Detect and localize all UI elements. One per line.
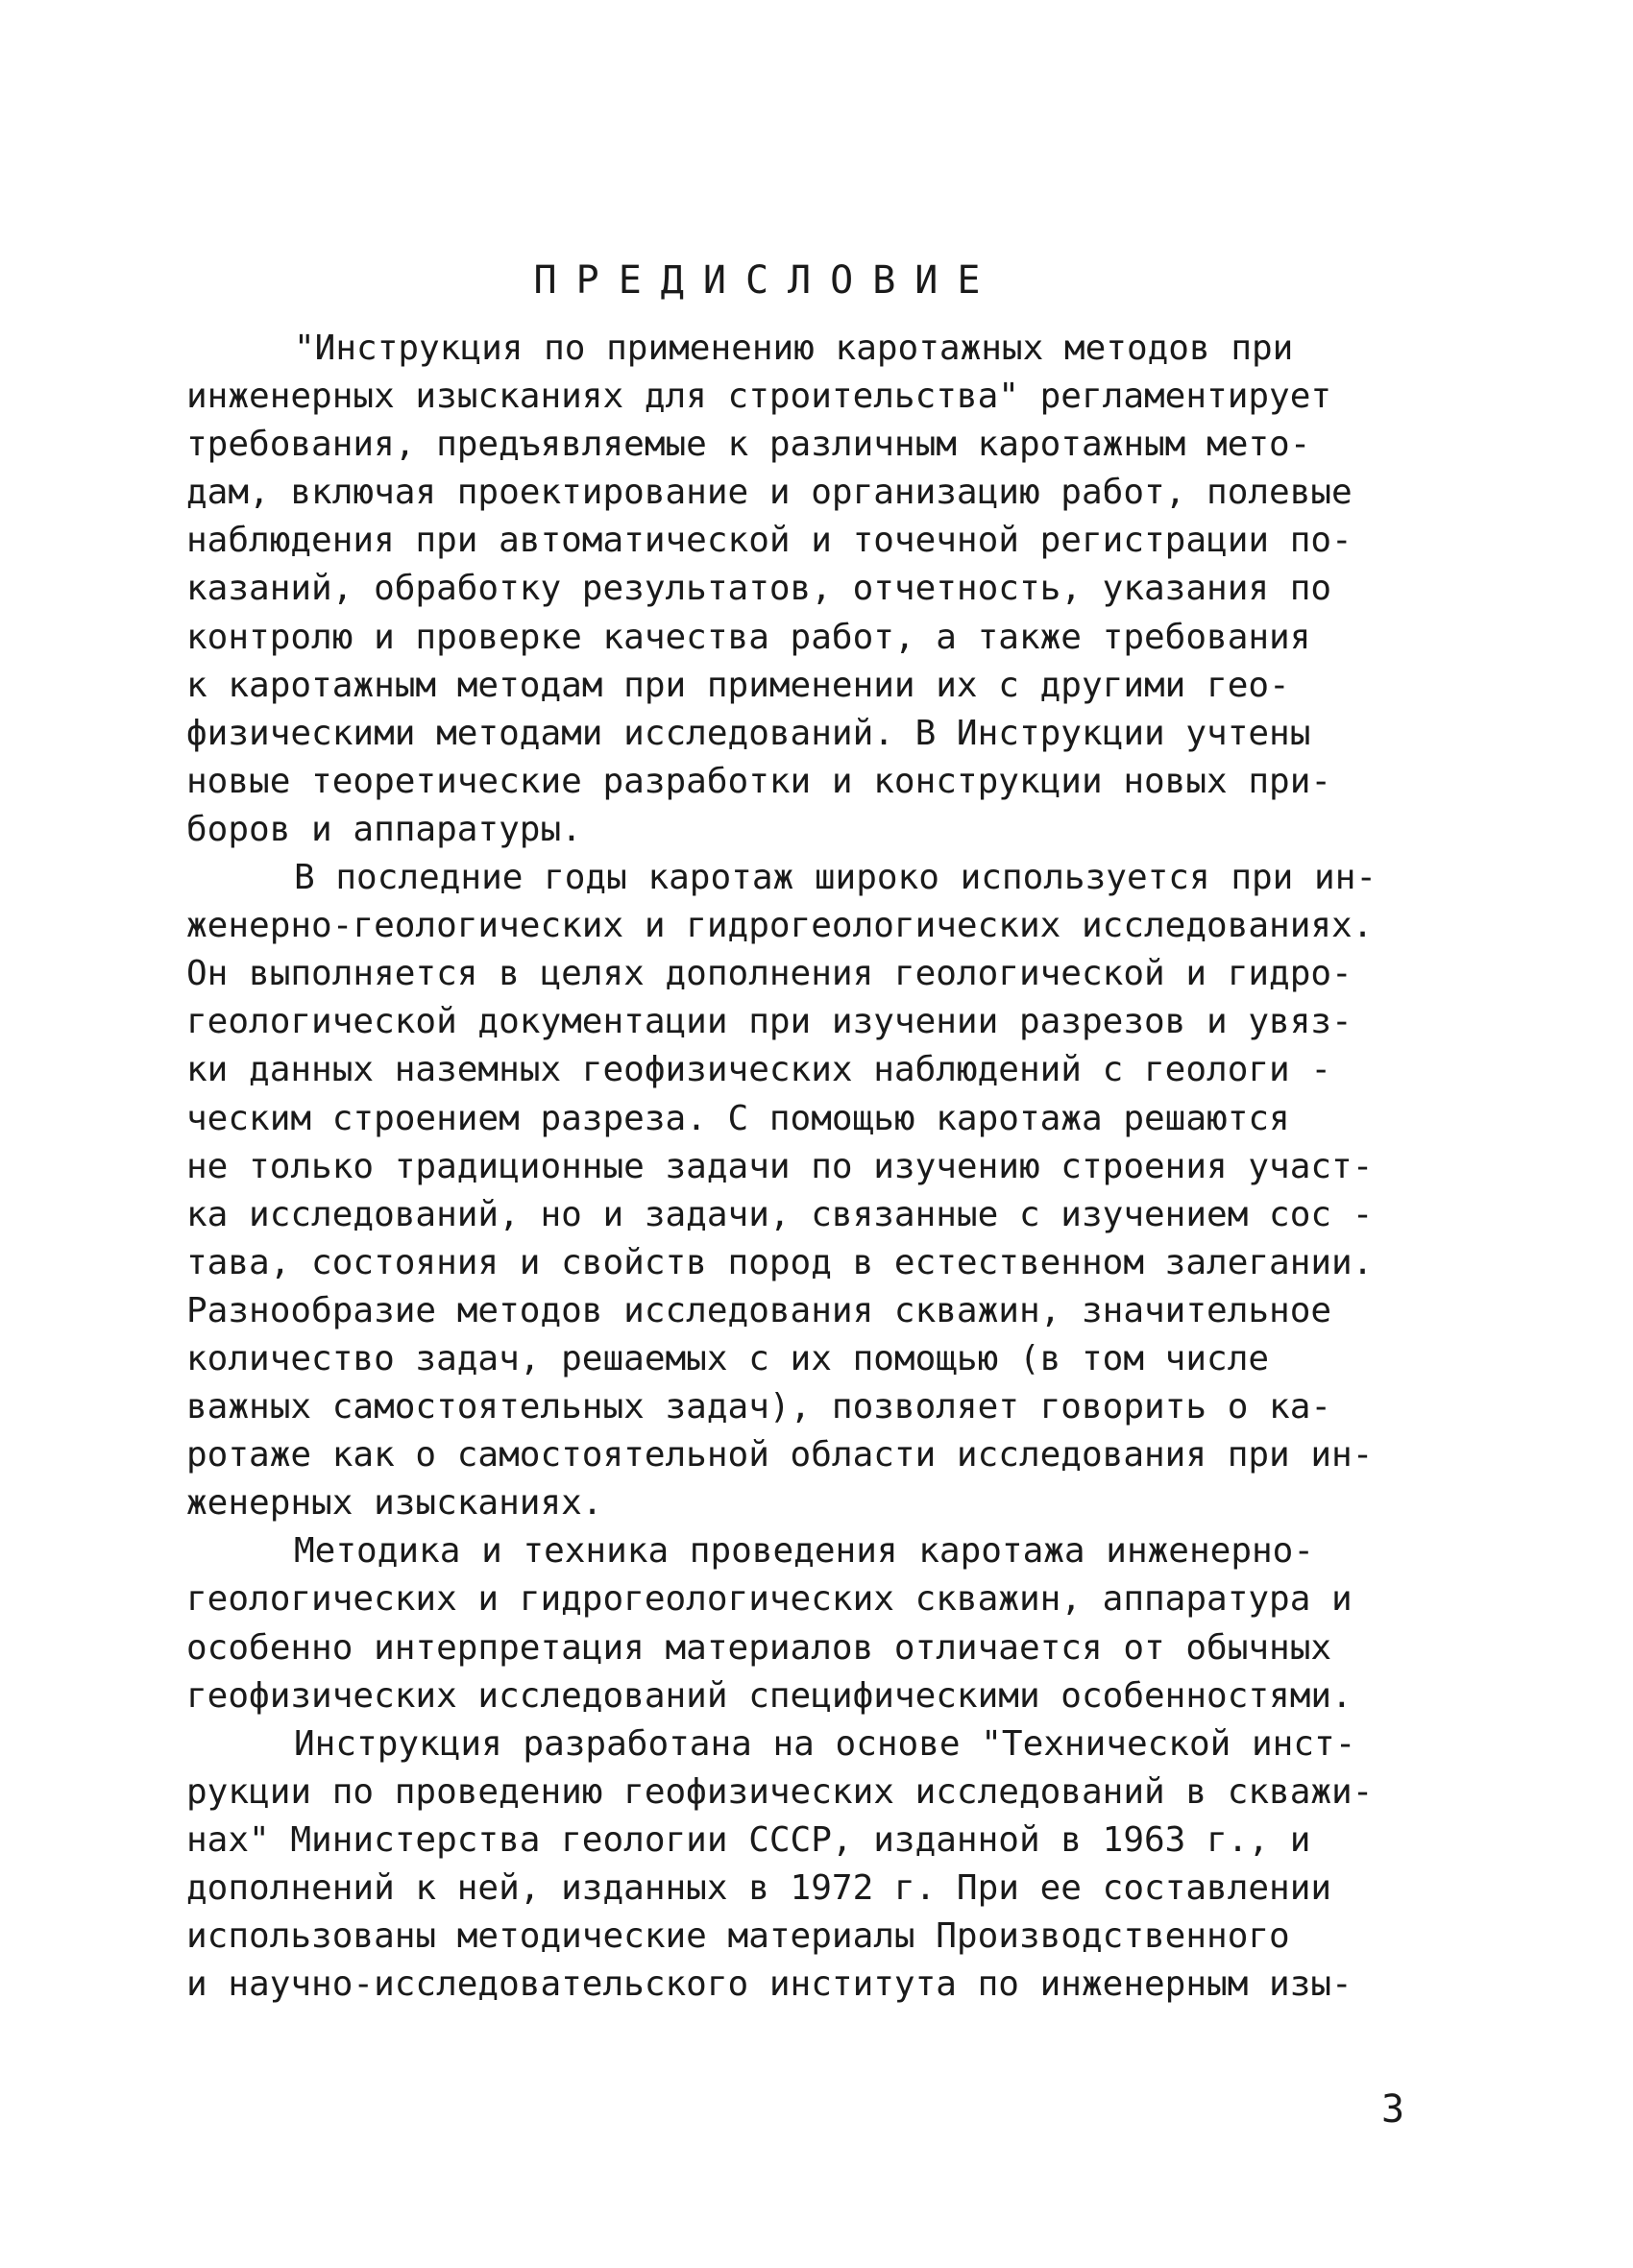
text-line: "Инструкция по применению каротажных методов при: [294, 329, 1294, 368]
text-line: важных самостоятельных задач), позволяет говорить о ка-: [186, 1387, 1332, 1427]
text-line: женерно-геологических и гидрогеологических исследованиях.: [186, 906, 1374, 946]
text-line: казаний, обработку результатов, отчетность, указания по: [186, 569, 1332, 609]
text-line: женерных изысканиях.: [186, 1483, 603, 1524]
text-line: Инструкция разработана на основе "Технической инст-: [294, 1723, 1356, 1764]
text-line: Разнообразие методов исследования скважин, значительное: [186, 1290, 1332, 1330]
text-line: наблюдения при автоматической и точечной регистрации по-: [186, 521, 1353, 561]
text-line: Он выполняется в целях дополнения геологической и гидро-: [186, 954, 1353, 994]
text-line: ротаже как о самостоятельной области исследования при ин-: [186, 1435, 1374, 1475]
body-text: [186, 325, 1449, 2009]
page-title: ПРЕДИСЛОВИЕ: [533, 258, 1000, 303]
text-line: дополнений к ней, изданных в 1972 г. При ее составлении: [186, 1868, 1332, 1908]
text-line: новые теоретические разработки и конструкции новых при-: [186, 761, 1332, 801]
text-line: требования, предъявляемые к различным каротажным мето-: [186, 425, 1311, 465]
text-line: не только традиционные задачи по изучению строения участ-: [186, 1146, 1374, 1186]
text-line: ческим строением разреза. С помощью каротажа решаются: [186, 1098, 1290, 1138]
text-line: геофизических исследований специфическими особенностями.: [186, 1675, 1353, 1716]
text-line: контролю и проверке качества работ, а также требования: [186, 617, 1311, 657]
text-line: боров и аппаратуры.: [186, 809, 582, 849]
text-line: геологических и гидрогеологических скважин, аппаратура и: [186, 1579, 1353, 1620]
page-number: 3: [1380, 2087, 1405, 2132]
text-line: ки данных наземных геофизических наблюдений с геологи -: [186, 1050, 1332, 1090]
text-line: к каротажным методам при применении их с другими гео-: [186, 665, 1290, 705]
text-line: количество задач, решаемых с их помощью (в том числе: [186, 1338, 1270, 1378]
text-line: и научно-исследовательского института по инженерным изы-: [186, 1964, 1353, 2005]
text-line: Методика и техника проведения каротажа инженерно-: [294, 1531, 1315, 1572]
text-line: геологической документации при изучении разрезов и увяз-: [186, 1002, 1353, 1042]
text-line: использованы методические материалы Производственного: [186, 1916, 1290, 1957]
text-line: физическими методами исследований. В Инструкции учтены: [186, 713, 1311, 753]
text-line: В последние годы каротаж широко используется при ин-: [294, 858, 1377, 898]
text-line: ка исследований, но и задачи, связанные с изучением сос -: [186, 1194, 1374, 1234]
text-line: рукции по проведению геофизических исследований в скважи-: [186, 1771, 1374, 1812]
text-line: особенно интерпретация материалов отличается от обычных: [186, 1627, 1332, 1668]
text-line: нах" Министерства геологии СССР, изданной в 1963 г., и: [186, 1819, 1311, 1860]
text-line: инженерных изысканиях для строительства" регламентирует: [186, 377, 1332, 417]
text-line: тава, состояния и свойств пород в естественном залегании.: [186, 1242, 1374, 1282]
text-line: дам, включая проектирование и организацию работ, полевые: [186, 473, 1353, 513]
